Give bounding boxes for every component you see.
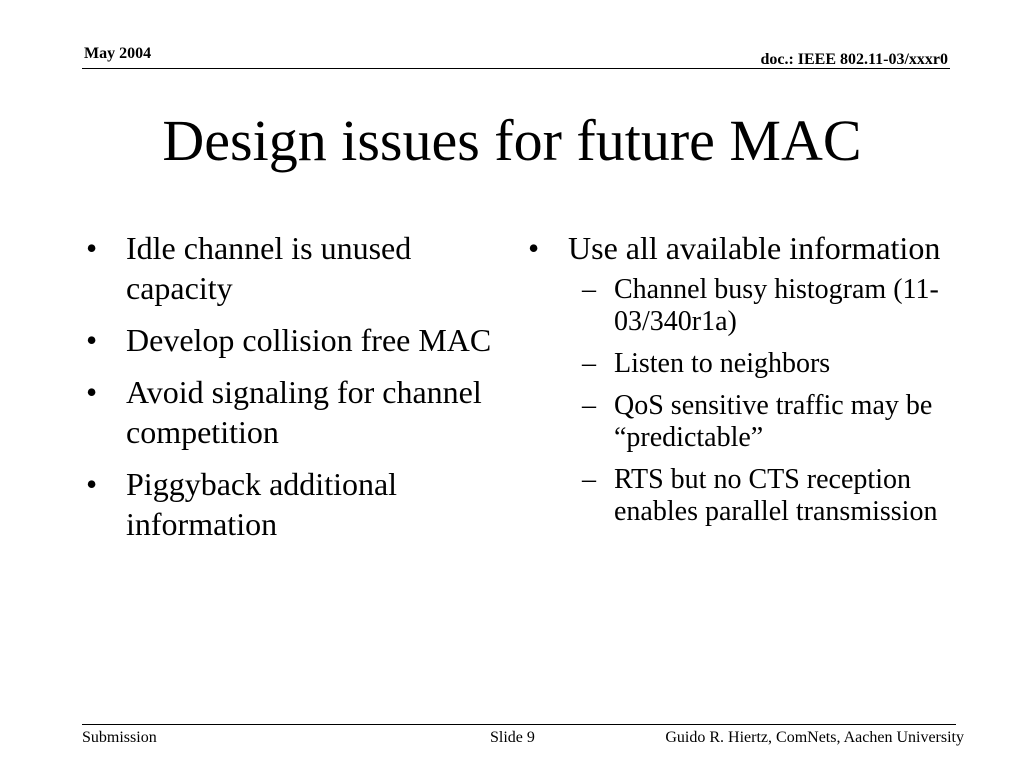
right-bullet-text: Use all available information	[568, 230, 941, 266]
sub-bullet-item	[568, 274, 948, 338]
left-bullet-list	[86, 228, 506, 544]
left-bullet-item	[86, 372, 506, 452]
right-column	[528, 228, 948, 540]
left-bullet-text: Develop collision free MAC	[126, 322, 492, 358]
bullet-glyph: •	[86, 322, 98, 358]
slide-title: Design issues for future MAC	[162, 108, 862, 173]
header-doc-id: doc.: IEEE 802.11-03/xxxr0	[760, 51, 948, 68]
sub-bullet-item	[568, 464, 948, 528]
bullet-glyph: •	[528, 230, 540, 266]
left-bullet-text: Idle channel is unused capacity	[126, 230, 412, 306]
sub-bullet-item	[568, 390, 948, 454]
footer-author: Guido R. Hiertz, ComNets, Aachen University	[665, 729, 964, 746]
footer-slide-number: Slide 9	[490, 729, 535, 746]
left-bullet-item	[86, 320, 506, 360]
right-bullet-item	[528, 228, 948, 528]
left-column	[86, 228, 506, 556]
left-bullet-item	[86, 464, 506, 544]
header-rule	[82, 68, 950, 69]
dash-glyph: –	[582, 464, 596, 495]
sub-bullet-text: Channel busy histogram (11-03/340r1a)	[614, 274, 939, 337]
left-bullet-text: Piggyback additional information	[126, 466, 398, 542]
right-bullet-list	[528, 228, 948, 528]
footer-rule	[82, 724, 956, 725]
sub-bullet-item	[568, 348, 948, 380]
dash-glyph: –	[582, 390, 596, 421]
bullet-glyph: •	[86, 374, 98, 410]
sub-bullet-text: Listen to neighbors	[614, 348, 831, 379]
sub-bullet-text: RTS but no CTS reception enables parallel transmission	[614, 464, 938, 527]
bullet-glyph: •	[86, 466, 98, 502]
footer-submission: Submission	[82, 729, 157, 746]
left-bullet-text: Avoid signaling for channel competition	[126, 374, 482, 450]
sub-bullet-text: QoS sensitive traffic may be “predictable”	[614, 390, 933, 453]
dash-glyph: –	[582, 274, 596, 305]
header-date: May 2004	[84, 45, 152, 62]
bullet-glyph: •	[86, 230, 98, 266]
sub-bullet-list	[568, 274, 948, 528]
left-bullet-item	[86, 228, 506, 308]
dash-glyph: –	[582, 348, 596, 379]
